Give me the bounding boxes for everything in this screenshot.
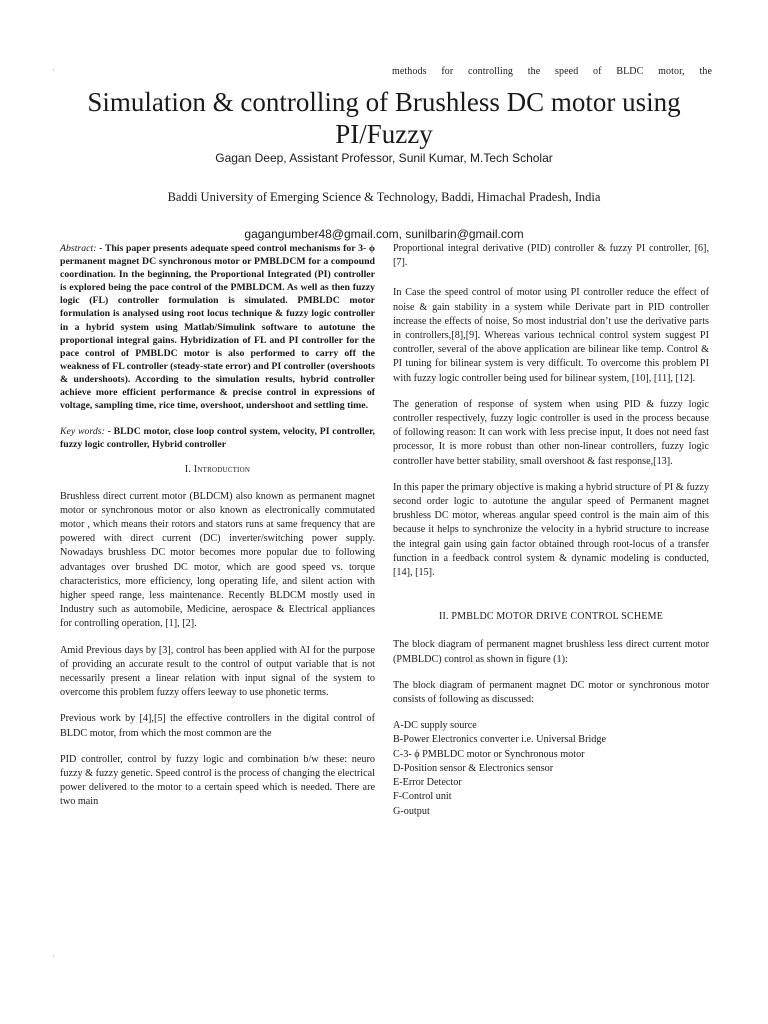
intro-paragraph-2: Amid Previous days by [3], control has been applied with AI for the purpose of providing an accurate result to the control of output variable that is not necessarily present a linear relation with input signal of the system to overcome this problem fuzzy offers leeway to use phonetic terms. [60, 644, 375, 699]
list-item: E-Error Detector [393, 777, 462, 789]
keywords-text: - BLDC motor, close loop control system, velocity, PI controller, fuzzy logic controller, Hybrid controller [60, 426, 375, 451]
intro-paragraph-4: PID controller, control by fuzzy logic and combination b/w these: neuro fuzzy & fuzzy genetic. Speed control is the process of changing the electrical power delivered to the motor to a certain speed which is needed. There are two main [60, 753, 375, 808]
right-column [393, 242, 709, 819]
margin-mark: · [52, 952, 55, 961]
component-list [393, 719, 709, 818]
abstract [60, 242, 375, 412]
running-header: methods for controlling the speed of BLDC motor, the [392, 66, 712, 77]
right-paragraph-1: Proportional integral derivative (PID) controller & fuzzy PI controller, [6], [7]. [393, 243, 709, 269]
section-heading-introduction [60, 463, 375, 477]
keywords-label: Key words: [60, 426, 105, 438]
section-heading-control-scheme: II. PMBLDC MOTOR DRIVE CONTROL SCHEME [438, 611, 664, 623]
list-item: D-Position sensor & Electronics sensor [393, 762, 554, 774]
margin-mark: · [52, 66, 55, 75]
right-paragraph-5: The block diagram of permanent magnet brushless less direct current motor (PMBLDC) control as shown in figure (1): [393, 639, 709, 665]
list-item: A-DC supply source [393, 720, 477, 732]
right-paragraph-4: In this paper the primary objective is making a hybrid structure of PI & fuzzy second order logic to autotune the angular speed of Permanent magnet brushless DC motor, whereas angular speed control is the main aim of this because it helps to synchronize the velocity in a hybrid structure to increase the integral gain using gain factor obtained through root-locus of a transfer function in a feedback control system & dynamic modeling is conducted, [14], [15]. [393, 481, 709, 579]
abstract-label: Abstract: [60, 243, 97, 254]
section-title: Introduction [193, 464, 251, 476]
right-paragraph-6: The block diagram of permanent magnet DC motor or synchronous motor consists of following as discussed: [393, 679, 709, 706]
intro-paragraph-3: Previous work by [4],[5] the effective controllers in the digital control of BLDC motor, from which the most common are the [60, 713, 375, 739]
right-paragraph-3: The generation of response of system when using PID & fuzzy logic controller respectively, fuzzy logic controller is used in the process because of following reason: It can work with less precise input, It does not need fast processor, It is more robust than other non-linear controllers, fuzzy logic controller have better stability, small overshoot & fast response,[13]. [393, 398, 709, 467]
left-column [60, 242, 375, 822]
author-line: Gagan Deep, Assistant Professor, Sunil Kumar, M.Tech Scholar [215, 151, 553, 165]
abstract-text: - This paper presents adequate speed control mechanisms for 3- ϕ permanent magnet DC synchronous motor or PMBLDCM for a compound coordination. In the beginning, the Proportional Integrated (PI) controller is explored being the pace control of the PMBLDCM. As well as then fuzzy logic (FL) controller formulation is simulated. PMBLDC motor formulation is analysed using root locus technique & fuzzy logic controller in a hybrid system using Matlab/Simulink software to autotune the proportional integral gains. Hybridization of FL and PI controller for the pace control of PMBLDC motor is also performed to carry off the weakness of FL controller (steady-state error) and PI controller (overshoots & undershoots). According to the simulation results, hybrid controller achieve more efficient performance & precise control in expressions of voltage, sampling time, rice time, overshoot, undershoot and settling time. [60, 243, 375, 412]
affiliation-line: Baddi University of Emerging Science & Technology, Baddi, Himachal Pradesh, India [167, 190, 601, 204]
list-item: B-Power Electronics converter i.e. Universal Bridge [393, 734, 607, 746]
intro-paragraph-1: Brushless direct current motor (BLDCM) also known as permanent magnet motor or synchronous motor or also known as electronically commutated motor , which means their rotors and stators runs at same frequency that are powered with direct current (DC) inverter/switching power supply. Nowadays brushless DC motor becomes more popular due to following advantages over brushed DC motor, which are good speed vs. torque characteristics, more efficiency, long operating life, and silent action with higher speed range, less maintenance. Recently BLDCM mostly used in Industry such as automobile, Medicine, aerospace & Electrical appliances for controlling operation, [1], [2]. [60, 490, 375, 630]
right-paragraph-2: In Case the speed control of motor using PI controller reduce the effect of noise & gain stability in a system while Derivate part in PID controller increase the effects of noise, So most industrial don’t use the derivative parts in controllers,[8],[9]. Whereas various technical control system suggest PI controller, several of the above application are bilinear like temp. Control & PI tuning for bilinear system is very difficult. To overcome this problem PI with fuzzy logic controller being used for bilinear system, [10], [11], [12]. [393, 287, 709, 384]
keywords [60, 425, 375, 451]
list-item: C-3- ϕ PMBLDC motor or Synchronous motor [393, 748, 585, 760]
email-line: gagangumber48@gmail.com, sunilbarin@gmail.com [244, 227, 524, 241]
paper-title: Simulation & controlling of Brushless DC motor using PI/Fuzzy [87, 87, 681, 149]
list-item: G-output [393, 805, 430, 817]
section-number: I. [184, 464, 192, 476]
list-item: F-Control unit [393, 791, 452, 803]
